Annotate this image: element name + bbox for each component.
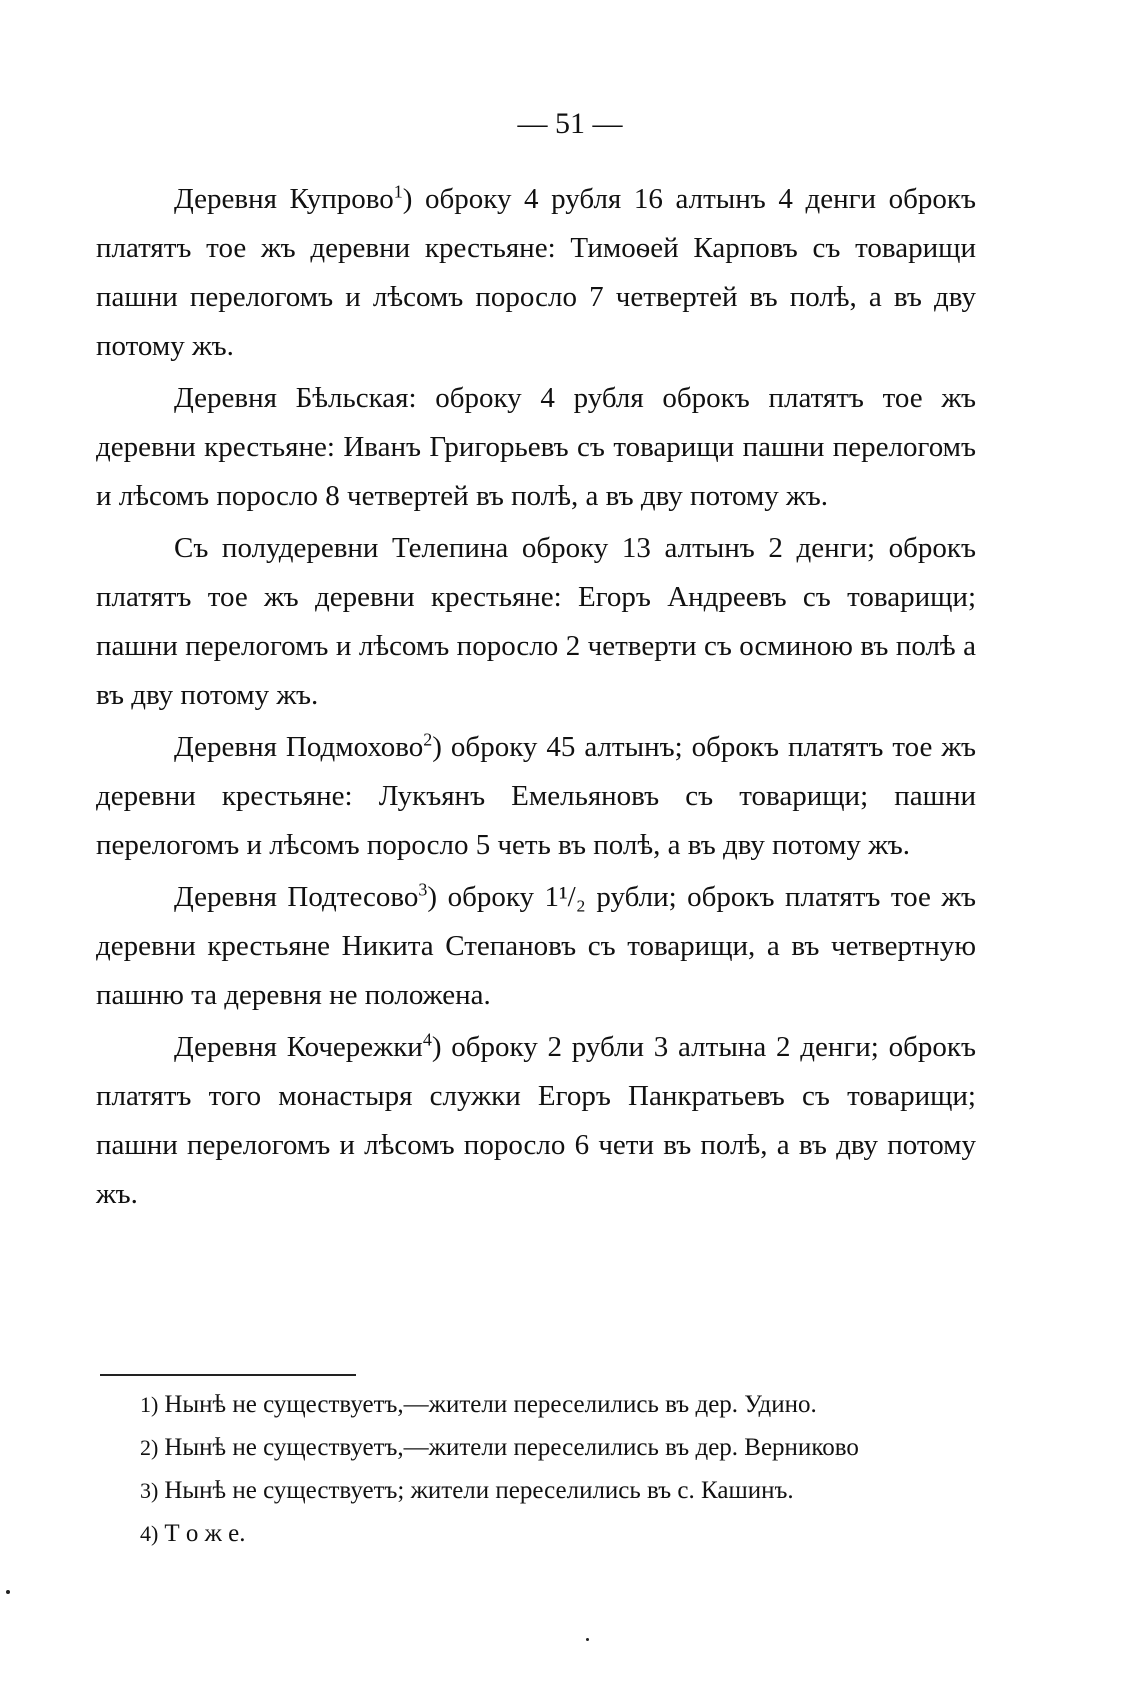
paragraph-text: Съ полудеревни Телепина оброку 13 алтынъ 2 денги; оброкъ платятъ тое жъ деревни крестьяне: Егоръ Андреевъ съ товарищи; пашни перелогомъ и лѣсомъ поросло 2 четверти съ осминою въ полѣ а въ дву потому жъ. xyxy=(96,532,976,711)
paragraph-text: ) оброку 2 рубли 3 алтына 2 денги; оброкъ платятъ того монастыря служки Егоръ Панкратьевъ съ товарищи; пашни перелогомъ и лѣсомъ поросло 6 чети въ полѣ, а въ дву потому жъ. xyxy=(96,1031,976,1210)
footnote-text: Т о ж е. xyxy=(164,1520,246,1547)
footnotes xyxy=(140,1383,990,1555)
paragraph-text: Деревня Купрово xyxy=(174,183,394,215)
print-speck xyxy=(6,1590,10,1594)
paragraph-podtesovo xyxy=(96,873,976,1020)
body-text xyxy=(96,175,976,1222)
paragraph-text: ) оброку 1¹/₂ рубли; оброкъ платятъ тое жъ деревни крестьяне Никита Степановъ съ товарищи, а въ четвертную пашню та деревня не положена. xyxy=(96,881,976,1011)
footnote-ref: 2 xyxy=(423,729,433,750)
paragraph-kocherezhki xyxy=(96,1023,976,1219)
paragraph-text: Деревня Кочережки xyxy=(174,1031,423,1063)
footnote-4 xyxy=(140,1512,990,1555)
footnote-mark: 2) xyxy=(140,1435,159,1460)
paragraph-text: Деревня Бѣльская: оброку 4 рубля оброкъ платятъ тое жъ деревни крестьяне: Иванъ Григорьевъ съ товарищи пашни перелогомъ и лѣсомъ поросло 8 четвертей въ полѣ, а въ дву потому жъ. xyxy=(96,382,976,512)
paragraph-text: Деревня Подтесово xyxy=(174,881,419,913)
paragraph-podmokhovo xyxy=(96,723,976,870)
footnote-mark: 1) xyxy=(140,1392,159,1417)
footnote-mark: 3) xyxy=(140,1478,159,1503)
footnote-text: Нынѣ не существуетъ,—жители переселились въ дер. Удино. xyxy=(164,1391,817,1418)
paragraph-text: Деревня Подмохово xyxy=(174,731,424,763)
page-number: — 51 — xyxy=(517,107,623,140)
paragraph-belskaya xyxy=(96,374,976,521)
footnote-3 xyxy=(140,1469,990,1512)
print-speck xyxy=(586,1638,589,1641)
footnote-ref: 3 xyxy=(418,879,428,900)
paragraph-text: ) оброку 4 рубля 16 алтынъ 4 денги оброкъ платятъ тое жъ деревни крестьяне: Тимоѳей Карповъ съ товарищи пашни перелогомъ и лѣсомъ поросло 7 четвертей въ полѣ, а въ дву потому жъ. xyxy=(96,183,977,362)
footnote-divider xyxy=(100,1374,356,1376)
paragraph-kuprovo xyxy=(96,175,976,371)
footnote-ref: 1 xyxy=(393,181,403,202)
footnote-text: Нынѣ не существуетъ; жители переселились въ с. Кашинъ. xyxy=(164,1477,794,1504)
paragraph-text: ) оброку 45 алтынъ; оброкъ платятъ тое жъ деревни крестьяне: Лукъянъ Емельяновъ съ товарищи; пашни перелогомъ и лѣсомъ поросло 5 четь въ полѣ, а въ дву потому жъ. xyxy=(96,731,976,861)
footnote-1 xyxy=(140,1383,990,1426)
footnote-ref: 4 xyxy=(422,1029,432,1050)
footnote-2 xyxy=(140,1426,990,1469)
footnote-mark: 4) xyxy=(140,1521,159,1546)
footnote-text: Нынѣ не существуетъ,—жители переселились въ дер. Верниково xyxy=(164,1434,859,1461)
paragraph-telepina xyxy=(96,524,976,720)
